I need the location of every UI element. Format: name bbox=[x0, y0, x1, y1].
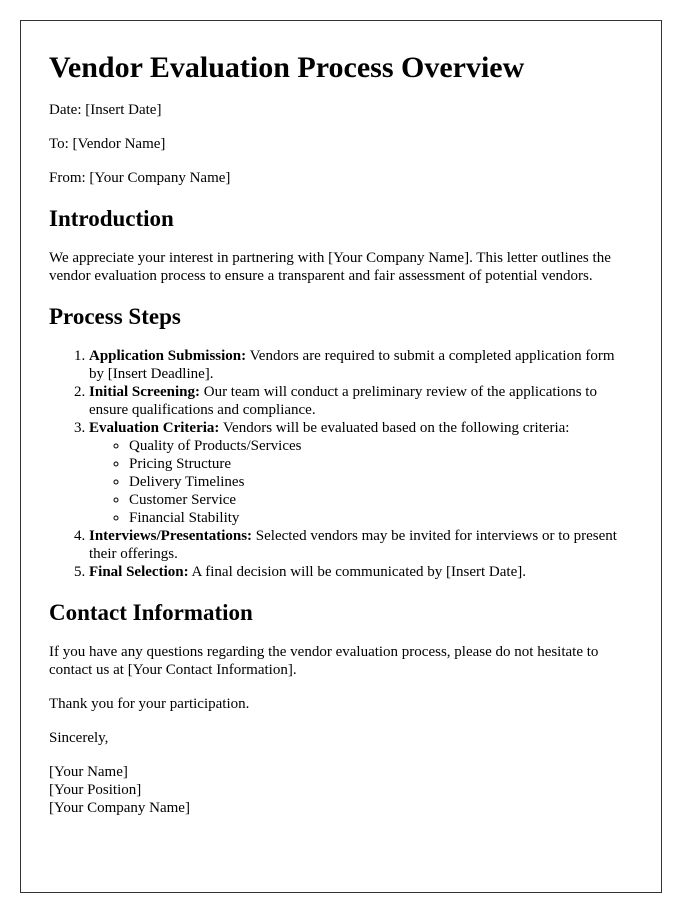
criteria-item: ◦ Financial Stability bbox=[129, 509, 633, 527]
process-steps-heading: Process Steps bbox=[49, 304, 181, 329]
letter-page bbox=[20, 20, 662, 893]
step-label: Evaluation Criteria: bbox=[89, 420, 220, 436]
step-text: Vendors will be evaluated based on the following criteria: bbox=[219, 420, 570, 436]
criteria-item: ◦ Delivery Timelines bbox=[129, 473, 633, 491]
process-steps-list bbox=[49, 347, 633, 581]
step-label: Interviews/Presentations: bbox=[89, 528, 253, 544]
thanks-text: Thank you for your participation. bbox=[49, 696, 250, 712]
signature-block bbox=[49, 763, 633, 817]
step-text: Vendors are required to submit a completed application form by [Insert Deadline]. bbox=[89, 348, 615, 382]
process-step bbox=[89, 383, 633, 419]
step-label: Initial Screening: bbox=[89, 384, 200, 400]
criteria-item: ◦ Customer Service bbox=[129, 491, 633, 509]
process-step bbox=[89, 347, 633, 383]
criteria-item: ◦ Pricing Structure bbox=[129, 455, 633, 473]
closing-text: Sincerely, bbox=[49, 730, 109, 746]
page-title: Vendor Evaluation Process Overview bbox=[49, 51, 525, 84]
signature-name: [Your Name] bbox=[49, 764, 128, 780]
step-label: Application Submission: bbox=[89, 348, 247, 364]
introduction-heading: Introduction bbox=[49, 206, 174, 231]
step-text: Selected vendors may be invited for interviews or to present their offerings. bbox=[89, 528, 617, 562]
criteria-item: ◦ Quality of Products/Services bbox=[129, 437, 633, 455]
signature-company: [Your Company Name] bbox=[49, 800, 190, 816]
from-line: From: [Your Company Name] bbox=[49, 170, 231, 186]
step-label: Final Selection: bbox=[89, 564, 189, 580]
process-step bbox=[89, 419, 633, 527]
contact-heading: Contact Information bbox=[49, 600, 253, 625]
date-line: Date: [Insert Date] bbox=[49, 102, 162, 118]
signature-position: [Your Position] bbox=[49, 782, 142, 798]
to-line: To: [Vendor Name] bbox=[49, 136, 166, 152]
process-step bbox=[89, 527, 633, 563]
introduction-text: We appreciate your interest in partnering with [Your Company Name]. This letter outlines the vendor evaluation process to ensure a transparent and fair assessment of potential vendors. bbox=[49, 250, 611, 284]
contact-text: If you have any questions regarding the vendor evaluation process, please do not hesitate to contact us at [Your Contact Information]. bbox=[49, 644, 599, 678]
criteria-list bbox=[89, 437, 633, 527]
step-text: Our team will conduct a preliminary review of the applications to ensure qualifications and compliance. bbox=[89, 384, 597, 418]
process-step bbox=[89, 563, 633, 581]
step-text: A final decision will be communicated by [Insert Date]. bbox=[188, 564, 526, 580]
